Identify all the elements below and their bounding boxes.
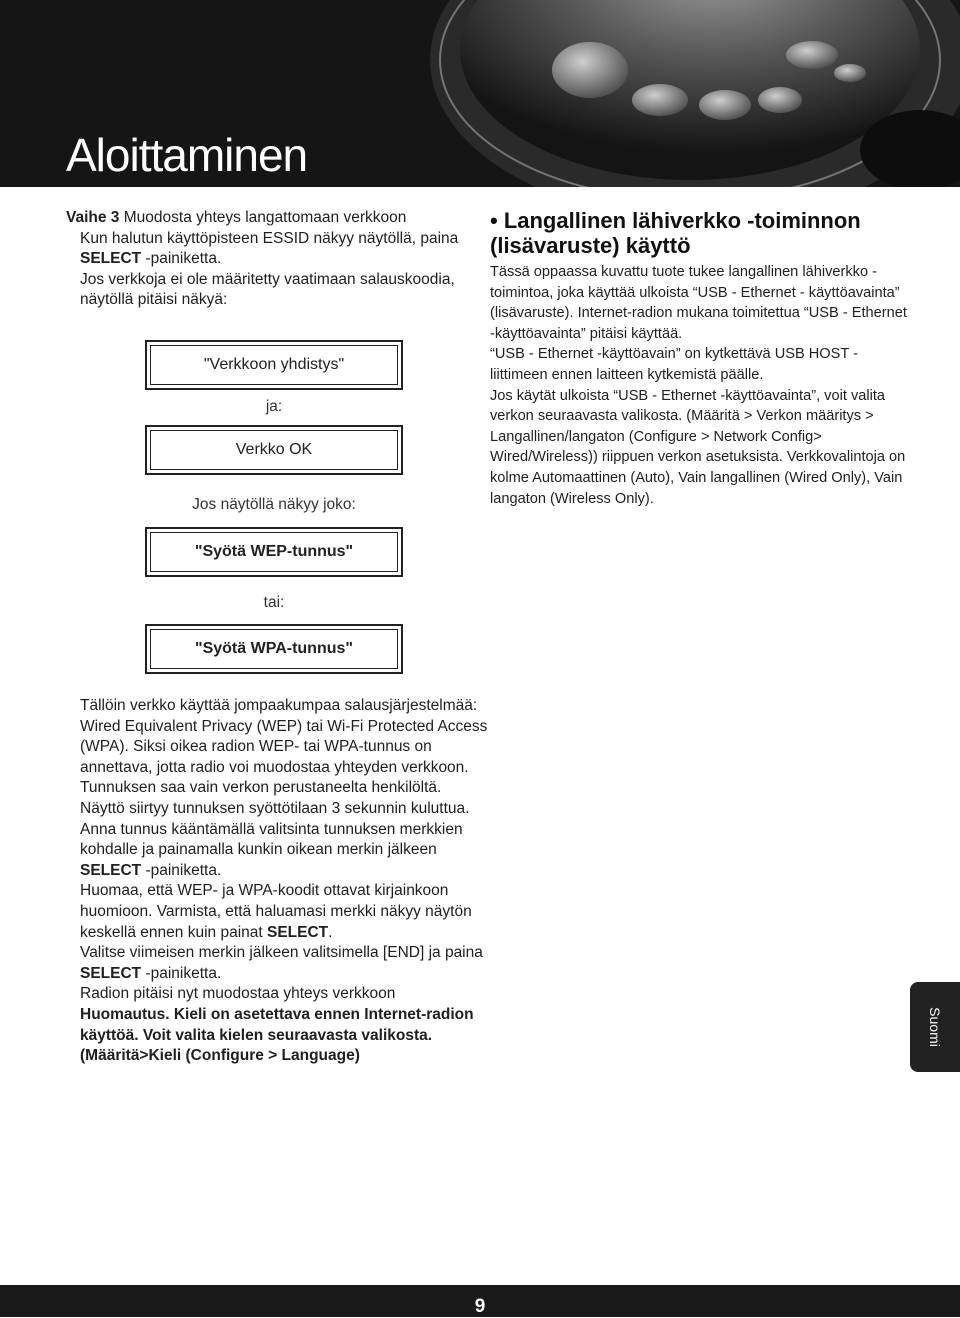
language-side-tab — [910, 982, 960, 1072]
display-box-network-ok-text: Verkko OK — [150, 430, 398, 470]
left-column — [66, 208, 466, 311]
end-tail: -painiketta. — [141, 964, 222, 982]
display-box-wpa — [145, 624, 403, 674]
page-number: 9 — [474, 1296, 486, 1317]
display-box-wep-text: "Syötä WEP-tunnus" — [150, 532, 398, 572]
step-label: Vaihe 3 — [66, 209, 120, 226]
section-title-wired-lan: • Langallinen lähiverkko -toiminnon (lisävaruste) käyttö — [490, 208, 861, 258]
language-note: Huomautus. Kieli on asetettava ennen Internet-radion käyttöä. Voit valita kielen seuraavasta valikosta. (Määritä>Kieli (Configure > Language) — [80, 1005, 474, 1065]
or-label: tai: — [263, 594, 285, 611]
connect-paragraph: Radion pitäisi nyt muodostaa yhteys verkkoon — [80, 985, 396, 1003]
wired-lan-paragraph-1: Tässä oppaassa kuvattu tuote tukee langallinen lähiverkko -toimintoa, joka käyttää ulkoista “USB - Ethernet - käyttöavainta” (lisävaruste). Internet-radion mukana toimitettua “USB - Ethernet -käyttöavainta” pitäisi käyttää. — [490, 264, 907, 342]
step-heading — [66, 208, 466, 229]
select-keyword: SELECT — [80, 250, 142, 268]
wired-lan-paragraph-3: Jos käytät ulkoista “USB - Ethernet -käyttöavainta”, voit valita verkon seuraavasta valikosta. (Määritä > Verkon määritys > Langallinen/langaton (Configure > Network Config> Wired/Wireless)) riippuen verkon asetuksista. Verkkovalintoja on kolme Automaattinen (Auto), Vain langallinen (Wired Only), Vain langaton (Wireless Only). — [490, 387, 906, 507]
step-paragraph-1-tail: -painiketta. — [141, 250, 222, 268]
input-mode-paragraph: Näyttö siirtyy tunnuksen syöttötilaan 3 sekunnin kuluttua. — [80, 799, 470, 817]
step-text: Muodosta yhteys langattomaan verkkoon — [119, 209, 407, 226]
display-box-connecting-text: "Verkkoon yhdistys" — [150, 345, 398, 385]
display-box-wpa-text: "Syötä WPA-tunnus" — [150, 629, 398, 669]
select-keyword: SELECT — [80, 964, 142, 982]
enter-code-tail: -painiketta. — [141, 861, 222, 879]
lower-instructions — [80, 696, 490, 1067]
end-paragraph — [80, 943, 490, 984]
display-box-connecting — [145, 340, 403, 390]
step-paragraph-2: Jos verkkoja ei ole määritetty vaatimaan salauskoodia, näytöllä pitäisi näkyä: — [80, 270, 455, 309]
and-label: ja: — [265, 398, 283, 415]
enter-code-text: Anna tunnus kääntämällä valitsinta tunnuksen merkkien kohdalle ja painamalla kunkin oikean merkin jälkeen — [80, 820, 463, 859]
step-paragraph-1 — [66, 229, 466, 270]
language-side-tab-label — [910, 982, 960, 1072]
select-keyword: SELECT — [80, 861, 142, 879]
case-sensitive-text: Huomaa, että WEP- ja WPA-koodit ottavat kirjainkoon huomioon. Varmista, että haluamasi merkki näkyy näytön keskellä ennen kuin painat — [80, 882, 472, 941]
language-side-tab-text: Suomi — [927, 1007, 943, 1047]
case-sensitive-tail: . — [328, 923, 333, 941]
wired-lan-paragraph-2: “USB - Ethernet -käyttöavain” on kytkettävä USB HOST -liittimeen ennen laitteen kytkemistä päälle. — [490, 346, 858, 383]
select-keyword: SELECT — [267, 923, 329, 941]
display-box-wep — [145, 527, 403, 577]
step-paragraph-1-text: Kun halutun käyttöpisteen ESSID näkyy näytöllä, paina — [80, 229, 459, 247]
if-display-label: Jos näytöllä näkyy joko: — [192, 496, 356, 513]
encryption-paragraph: Tällöin verkko käyttää jompaakumpaa salausjärjestelmää: Wired Equivalent Privacy (WEP) tai Wi-Fi Protected Access (WPA). Siksi oikea radion WEP- tai WPA-tunnus on annettava, jotta radio voi muodostaa yhteyden verkkoon. Tunnuksen saa vain verkon perustaneelta henkilöltä. — [80, 697, 488, 797]
page-title: Aloittaminen — [66, 129, 308, 181]
right-column — [490, 208, 910, 509]
display-box-network-ok — [145, 425, 403, 475]
enter-code-paragraph — [80, 820, 490, 882]
header-banner — [0, 0, 960, 187]
end-text: Valitse viimeisen merkin jälkeen valitsimella [END] ja paina — [80, 944, 483, 962]
case-sensitive-paragraph — [80, 881, 490, 943]
